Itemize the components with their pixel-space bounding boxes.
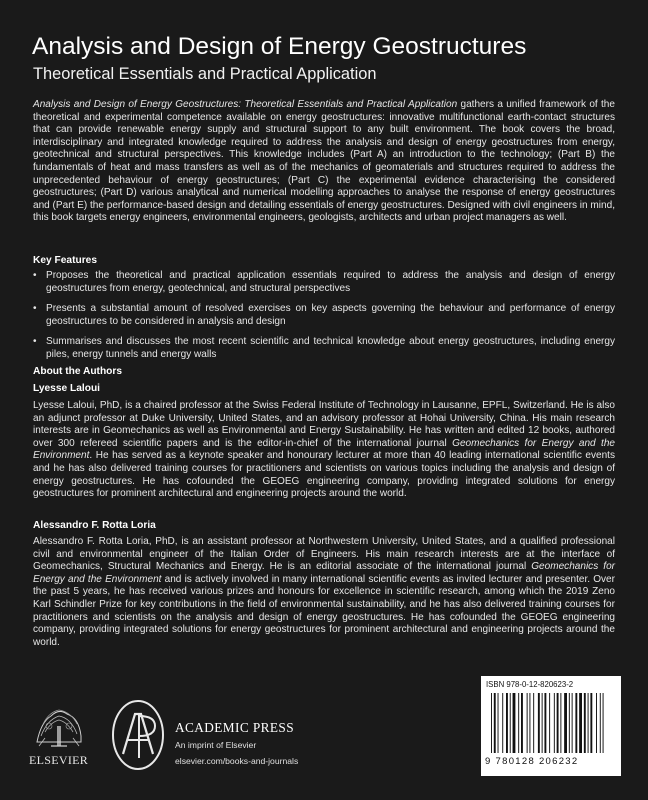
- author-bio: [33, 400, 615, 501]
- author-bio-text: . He has served as a keynote speaker and honourary lecturer at more than 40 leading international scientific events and he has also delivered training courses for practitioners and scientists on various topics including the analysis and design of energy geostructures. He has cofounded the GEOEG engineering company, providing integrated solutions for energy geostructures for prominent architectural and engineering projects around the world.: [33, 450, 615, 500]
- key-feature-text: Proposes the theoretical and practical application essentials required to address the analysis and design of energy geostructures from energy, geotechnical, and structural perspectives: [46, 270, 615, 294]
- key-features-heading: Key Features: [33, 255, 97, 266]
- isbn-barcode-box: [481, 676, 621, 776]
- key-feature-text: Summarises and discusses the most recent scientific and technical knowledge about energy geostructures, including energy piles, energy tunnels and energy walls: [46, 335, 615, 360]
- isbn-label: ISBN 978-0-12-820623-2: [486, 680, 574, 689]
- book-subtitle: Theoretical Essentials and Practical Application: [33, 65, 377, 83]
- intro-paragraph: [33, 99, 615, 225]
- author-bio-text: and is actively involved in many international scientific events as invited lecturer and presenter. Over the past 5 years, he has received various prizes and honours for excellence in scientific research, among which the 2019 Zeno Karl Schindler Prize for key contributions in the field of environmental sustainability, and he has also delivered training courses for practitioners and scientists on the analysis and design of energy geostructures. He has cofounded the GEOEG engineering company, providing integrated solutions for energy geostructures for prominent architectural and engineering projects around the world.: [33, 573, 615, 648]
- author-bio-text: Alessandro F. Rotta Loria, PhD, is an assistant professor at Northwestern University, United States, and a qualified professional civil and environmental engineer of the Italian Order of Engineers. His main research interests are at the interface of Geomechanics, Structural Mechanics and Energy. He is an editorial associate of the international journal: [33, 536, 615, 573]
- key-features-list: [33, 270, 615, 369]
- publisher-url: elsevier.com/books-and-journals: [175, 756, 299, 766]
- journal-title: Geomechanics for Energy and the Environment: [33, 561, 615, 585]
- bullet-icon: •: [33, 335, 37, 347]
- academic-press-name: ACADEMIC PRESS: [175, 720, 295, 735]
- author-name: Alessandro F. Rotta Loria: [33, 520, 156, 531]
- key-feature-item: [33, 336, 615, 361]
- intro-text: gathers a unified framework of the theoretical and experimental competence available on energy geostructures: innovative multifunctional earth-contact structures that can provide renewable energy supply and structural support to any built environment. The book covers the broad, interdisciplinary and integrated knowledge required to address the analysis and design of energy geostructures from energy, geotechnical and structural perspectives. This knowledge includes (Part A) an introduction to the technology; (Part B) the fundamentals of heat and mass transfers as well as of the mechanics of geomaterials and structures required to address the unprecedented behaviour of energy geostructures; (Part C) the experimental evidence characterising the considered geostructures; (Part D) various analytical and numerical modelling approaches to analyse the response of energy geostructures and (Part E) the performance-based design and detailing essentials of energy geostructures. Designed with civil engineers in mind, this book targets energy engineers, environmental engineers, geologists, architects and urban project managers as well.: [33, 99, 615, 224]
- barcode-icon: [489, 693, 615, 753]
- book-title: Analysis and Design of Energy Geostructures: [32, 33, 527, 60]
- key-feature-item: [33, 303, 615, 328]
- journal-title: Geomechanics for Energy and the Environment: [33, 437, 615, 462]
- author-name: Lyesse Laloui: [33, 383, 100, 394]
- about-authors-heading: About the Authors: [33, 366, 123, 377]
- intro-book-title: Analysis and Design of Energy Geostructures: Theoretical Essentials and Practical Application: [33, 99, 458, 110]
- author-bio-text: Lyesse Laloui, PhD, is a chaired professor at the Swiss Federal Institute of Technology in Lausanne, EPFL, Switzerland. He is also an adjunct professor at Duke University, United States, and an advisory professor at Hohai University, China. His main research interests are in Geomechanics as well as Environmental and Energy Sustainability. He has written and edited 12 books, authored over 300 refereed scientific papers and is the editor-in-chief of the international journal: [33, 400, 615, 449]
- key-feature-text: Presents a substantial amount of resolved exercises on key aspects governing the behaviour and performance of energy geostructures to be considered in analysis and design: [46, 302, 615, 327]
- key-feature-item: [33, 270, 615, 295]
- barcode-digits: 9 780128 206232: [485, 756, 579, 767]
- elsevier-tree-logo-icon: [31, 702, 87, 750]
- elsevier-wordmark: ELSEVIER: [29, 753, 89, 767]
- imprint-note: An imprint of Elsevier: [175, 740, 257, 750]
- bullet-icon: •: [33, 270, 37, 281]
- author-bio: [33, 536, 615, 649]
- bullet-icon: •: [33, 302, 37, 314]
- academic-press-logo-icon: [109, 696, 167, 774]
